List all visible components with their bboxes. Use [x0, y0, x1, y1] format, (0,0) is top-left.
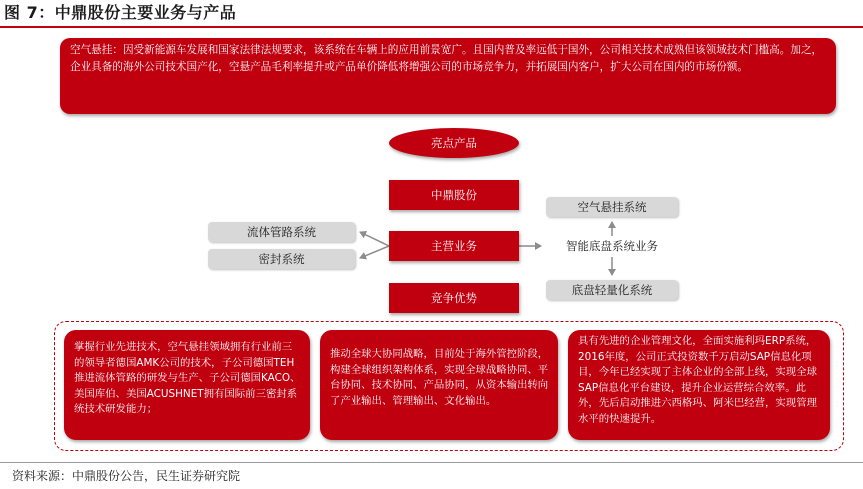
- competitive-advantage-node: 竞争优势: [389, 283, 519, 313]
- highlight-product-node: 亮点产品: [389, 128, 519, 158]
- advantage-management-box: 具有先进的企业管理文化，全面实施利玛ERP系统，2016年度，公司正式投资数千万启动SAP信息化项目，今年已经实现了主体企业的全部上线，实现全球SAP信息化平台建设，提升企业运营综合效率。此外，先后启动推进六西格玛、阿米巴经营，实现管理水平的快速提升。: [568, 330, 830, 440]
- sealing-system-pill: 密封系统: [208, 249, 355, 269]
- title-divider: [0, 26, 863, 28]
- air-suspension-description-box: 空气悬挂：因受新能源车发展和国家法律法规要求，该系统在车辆上的应用前景宽广。且国内普及率远低于国外，公司相关技术成熟但该领域技术门槛高。加之，企业具备的海外公司技术国产化，空悬产品毛利率提升或产品单价降低将增强公司的市场竞争力，并拓展国内客户，扩大公司在国内的市场份额。: [60, 38, 836, 114]
- advantage-global-synergy-box: 推动全球大协同战略，目前处于海外管控阶段，构建全球组织架构体系，实现全球战略协同、平台协同、技术协同、产品协同，从资本输出转向了产业输出、管理输出、文化输出。: [320, 330, 558, 440]
- smart-chassis-business-label: 智能底盘系统业务: [566, 239, 658, 253]
- arrow-to-fluid-pipeline: [360, 232, 389, 246]
- advantage-technology-box: 掌握行业先进技术，空气悬挂领域拥有行业前三的领导者德国AMK公司的技术，子公司德国TEH推进流体管路的研发与生产、子公司德国KACO、美国库伯、美国ACUSHNET拥有国际前三密封系统技术研发能力；: [64, 330, 310, 440]
- company-node: 中鼎股份: [389, 180, 519, 210]
- main-business-node: 主营业务: [389, 231, 519, 261]
- footer-divider: [0, 462, 863, 463]
- arrow-to-sealing: [360, 246, 389, 258]
- source-note: 资料来源：中鼎股份公告，民生证券研究院: [12, 469, 241, 483]
- chassis-lightweight-system-pill: 底盘轻量化系统: [546, 280, 678, 300]
- air-suspension-system-pill: 空气悬挂系统: [546, 197, 678, 217]
- figure-title: 图 7：中鼎股份主要业务与产品: [4, 3, 237, 22]
- fluid-pipeline-system-pill: 流体管路系统: [208, 222, 355, 242]
